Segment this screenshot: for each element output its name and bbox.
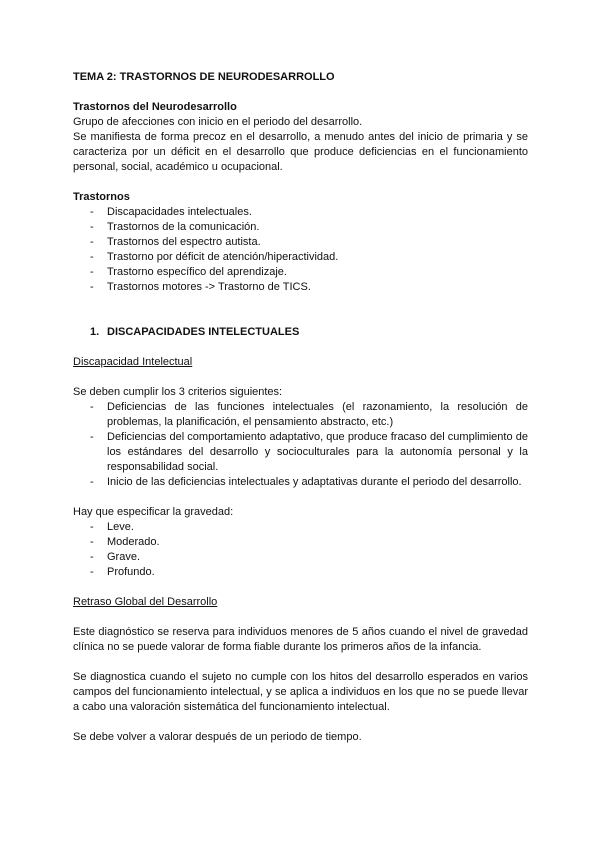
neuro-line1: Grupo de afecciones con inicio en el periodo del desarrollo. (73, 116, 363, 128)
criteria-list (73, 400, 528, 490)
list-item: - Trastorno por déficit de atención/hiperactividad. (73, 250, 528, 265)
discapacidad-subheading: Discapacidad Intelectual (73, 356, 193, 368)
list-item: - Moderado. (73, 535, 528, 550)
spacer (73, 580, 528, 595)
spacer (73, 340, 528, 355)
list-item: - Profundo. (73, 565, 528, 580)
section1-number: 1. (90, 326, 100, 338)
list-item: - Deficiencias de las funciones intelectuales (el razonamiento, la resolución de problemas, la planificación, el pensamiento abstracto, etc.) (73, 400, 528, 430)
spacer (73, 655, 528, 670)
trastornos-heading: Trastornos (73, 191, 130, 203)
section1-heading-text: DISCAPACIDADES INTELECTUALES (107, 326, 300, 338)
retraso-paragraph-2: Se diagnostica cuando el sujeto no cumple con los hitos del desarrollo esperados en varios campos del funcionamiento intelectual, y se aplica a individuos en los que no se puede llevar a cabo una valoración sistemática del funcionamiento intelectual. (73, 671, 528, 713)
list-item: - Inicio de las deficiencias intelectuales y adaptativas durante el periodo del desarrollo. (73, 475, 528, 490)
spacer (73, 490, 528, 505)
neuro-heading: Trastornos del Neurodesarrollo (73, 101, 237, 113)
document-page (73, 70, 528, 745)
list-item: - Trastornos motores -> Trastorno de TICS. (73, 280, 528, 295)
spacer (73, 715, 528, 730)
list-item: - Trastornos de la comunicación. (73, 220, 528, 235)
spacer (73, 295, 528, 325)
list-item: - Trastorno específico del aprendizaje. (73, 265, 528, 280)
trastornos-list (73, 205, 528, 295)
severity-intro: Hay que especificar la gravedad: (73, 506, 234, 518)
spacer (73, 610, 528, 625)
list-item: - Deficiencias del comportamiento adaptativo, que produce fracaso del cumplimiento de los estándares del desarrollo y socioculturales para la autonomía personal y la responsabilidad social. (73, 430, 528, 475)
section1-heading (73, 325, 528, 340)
severity-list (73, 520, 528, 580)
list-item: - Discapacidades intelectuales. (73, 205, 528, 220)
list-item: - Leve. (73, 520, 528, 535)
document-title: TEMA 2: TRASTORNOS DE NEURODESARROLLO (73, 71, 335, 83)
spacer (73, 85, 528, 100)
neuro-paragraph: Se manifiesta de forma precoz en el desarrollo, a menudo antes del inicio de primaria y se caracteriza por un déficit en el desarrollo que produce deficiencias en el funcionamiento personal, social, académico u ocupacional. (73, 131, 528, 173)
retraso-subheading: Retraso Global del Desarrollo (73, 596, 218, 608)
retraso-paragraph-1: Este diagnóstico se reserva para individuos menores de 5 años cuando el nivel de gravedad clínica no se puede valorar de forma fiable durante los primeros años de la infancia. (73, 626, 528, 653)
spacer (73, 175, 528, 190)
list-item: - Grave. (73, 550, 528, 565)
criteria-intro: Se deben cumplir los 3 criterios siguientes: (73, 386, 283, 398)
list-item: - Trastornos del espectro autista. (73, 235, 528, 250)
spacer (73, 370, 528, 385)
retraso-paragraph-3: Se debe volver a valorar después de un periodo de tiempo. (73, 731, 362, 743)
